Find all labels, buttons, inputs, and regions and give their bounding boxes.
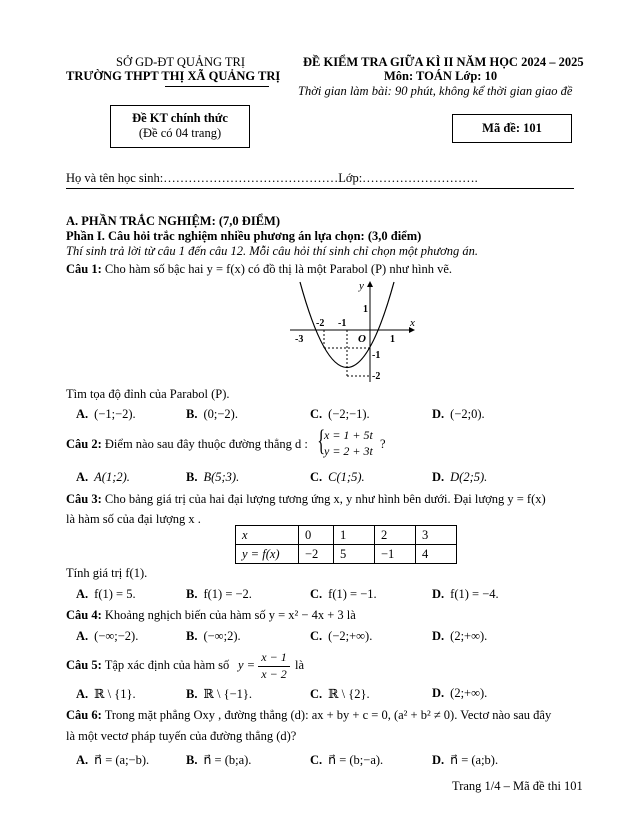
pages-note: (Đề có 04 trang) xyxy=(138,126,222,140)
table-cell: 4 xyxy=(416,545,457,564)
school-name: TRƯỜNG THPT THỊ XÃ QUẢNG TRỊ xyxy=(66,69,281,83)
exam-code-box xyxy=(452,114,572,143)
q5-option-c[interactable]: C. ℝ \ {2}. xyxy=(310,687,370,701)
system-eq-1: x = 1 + 5t xyxy=(324,428,373,442)
question-1 xyxy=(66,262,452,277)
question-6 xyxy=(66,708,551,723)
department-name: SỞ GD-ĐT QUẢNG TRỊ xyxy=(116,55,246,69)
fraction-denominator: x − 2 xyxy=(261,667,287,681)
tick-x-minus1: -1 xyxy=(338,318,347,329)
q3-option-b[interactable]: B. f(1) = −2. xyxy=(186,587,252,601)
page-footer: Trang 1/4 – Mã đề thi 101 xyxy=(452,779,583,793)
question-3-followup: Tính giá trị f(1). xyxy=(66,566,148,580)
q1-option-a[interactable]: A. (−1;−2). xyxy=(76,407,136,421)
exam-title: ĐỀ KIỂM TRA GIỮA KÌ II NĂM HỌC 2024 – 2025 xyxy=(303,55,584,69)
question-1-followup: Tìm tọa độ đỉnh của Parabol (P). xyxy=(66,387,230,401)
exam-code: Mã đề: 101 xyxy=(482,121,542,135)
official-label: Đề KT chính thức xyxy=(132,111,228,125)
q3-option-d[interactable]: D. f(1) = −4. xyxy=(432,587,499,601)
section-a-title: A. PHẦN TRẮC NGHIỆM: (7,0 ĐIỂM) xyxy=(66,214,280,228)
parabola-graph xyxy=(286,278,422,386)
school-underline xyxy=(165,86,269,87)
table-cell: 3 xyxy=(416,526,457,545)
q6-option-c[interactable]: C. n⃗ = (b;−a). xyxy=(310,753,384,767)
y-axis-label: y xyxy=(359,280,364,292)
official-exam-box xyxy=(110,105,250,148)
tick-y-1: 1 xyxy=(363,304,368,315)
q2-option-a[interactable]: A. A(1;2). xyxy=(76,470,130,484)
fraction-lhs: y = xyxy=(238,658,256,672)
x-axis-label: x xyxy=(410,317,415,329)
fraction-numerator: x − 1 xyxy=(261,650,287,664)
tick-y-minus1: -1 xyxy=(372,350,381,361)
table-cell: 1 xyxy=(334,526,375,545)
question-text: Tập xác định của hàm số xyxy=(104,658,230,672)
table-cell: 0 xyxy=(299,526,334,545)
question-6-text2: là một vectơ pháp tuyến của đường thẳng (d)? xyxy=(66,729,297,743)
q2-option-b[interactable]: B. B(5;3). xyxy=(186,470,240,484)
table-cell: 5 xyxy=(334,545,375,564)
system-eq-2: y = 2 + 3t xyxy=(324,444,373,458)
question-label: Câu 4: xyxy=(66,608,102,622)
q3-option-c[interactable]: C. f(1) = −1. xyxy=(310,587,377,601)
part1-instructions: Thí sinh trả lời từ câu 1 đến câu 12. Mỗi câu hỏi thí sinh chỉ chọn một phương án. xyxy=(66,244,479,258)
q4-option-d[interactable]: D. (2;+∞). xyxy=(432,629,488,643)
q5-option-d[interactable]: D. (2;+∞). xyxy=(432,686,488,700)
question-text: Điểm nào sau đây thuộc đường thẳng d : xyxy=(104,437,308,451)
table-cell: 2 xyxy=(375,526,416,545)
question-label: Câu 6: xyxy=(66,708,102,722)
system-brace: { xyxy=(317,424,326,457)
tick-x-1: 1 xyxy=(390,334,395,345)
q3-option-a[interactable]: A. f(1) = 5. xyxy=(76,587,136,601)
table-cell: x xyxy=(236,526,299,545)
question-text: Khoảng nghịch biến của hàm số y = x² − 4x + 3 là xyxy=(104,608,356,622)
q1-option-b[interactable]: B. (0;−2). xyxy=(186,407,238,421)
question-3-text2: là hàm số của đại lượng x . xyxy=(66,512,201,526)
student-info-line: Họ và tên học sinh:……………………………………Lớp:………………………. xyxy=(66,171,478,185)
q5-option-a[interactable]: A. ℝ \ {1}. xyxy=(76,687,136,701)
question-5-tail: là xyxy=(295,658,305,672)
header-divider xyxy=(66,188,574,189)
question-3 xyxy=(66,492,546,507)
question-2-tail: ? xyxy=(380,437,386,451)
question-label: Câu 2: xyxy=(66,437,102,451)
subject-grade: Môn: TOÁN Lớp: 10 xyxy=(384,69,498,83)
q4-option-b[interactable]: B. (−∞;2). xyxy=(186,629,241,643)
question-text: Trong mặt phẳng Oxy , đường thẳng (d): ax + by + c = 0, (a² + b² ≠ 0). Vectơ nào sau đây xyxy=(104,708,552,722)
tick-y-minus2: -2 xyxy=(372,371,381,382)
question-text: Cho hàm số bậc hai y = f(x) có đồ thị là một Parabol (P) như hình vẽ. xyxy=(104,262,453,276)
table-cell: y = f(x) xyxy=(236,545,299,564)
question-text: Cho bảng giá trị của hai đại lượng tương ứng x, y như hình bên dưới. Đại lượng y = f(x) xyxy=(101,492,546,506)
part1-title: Phần I. Câu hỏi trắc nghiệm nhiều phương án lựa chọn: (3,0 điểm) xyxy=(66,229,422,243)
q4-option-c[interactable]: C. (−2;+∞). xyxy=(310,629,373,643)
q6-option-a[interactable]: A. n⃗ = (a;−b). xyxy=(76,753,150,767)
q1-option-d[interactable]: D. (−2;0). xyxy=(432,407,485,421)
value-table xyxy=(235,525,457,564)
table-cell: −1 xyxy=(375,545,416,564)
question-4 xyxy=(66,608,356,623)
origin-label: O xyxy=(358,333,366,345)
table-row xyxy=(236,545,457,564)
tick-x-minus2: -2 xyxy=(316,318,325,329)
q6-option-d[interactable]: D. n⃗ = (a;b). xyxy=(432,753,499,767)
question-5 xyxy=(66,658,229,673)
q2-option-d[interactable]: D. D(2;5). xyxy=(432,470,488,484)
question-2 xyxy=(66,437,308,452)
q5-option-b[interactable]: B. ℝ \ {−1}. xyxy=(186,687,253,701)
tick-x-minus3: -3 xyxy=(295,334,304,345)
question-label: Câu 5: xyxy=(66,658,102,672)
exam-duration: Thời gian làm bài: 90 phút, không kể thời gian giao đề xyxy=(298,84,573,98)
q4-option-a[interactable]: A. (−∞;−2). xyxy=(76,629,139,643)
question-label: Câu 3: xyxy=(66,492,102,506)
q1-option-c[interactable]: C. (−2;−1). xyxy=(310,407,370,421)
q6-option-b[interactable]: B. n⃗ = (b;a). xyxy=(186,753,252,767)
question-label: Câu 1: xyxy=(66,262,102,276)
table-row xyxy=(236,526,457,545)
q2-option-c[interactable]: C. C(1;5). xyxy=(310,470,365,484)
table-cell: −2 xyxy=(299,545,334,564)
